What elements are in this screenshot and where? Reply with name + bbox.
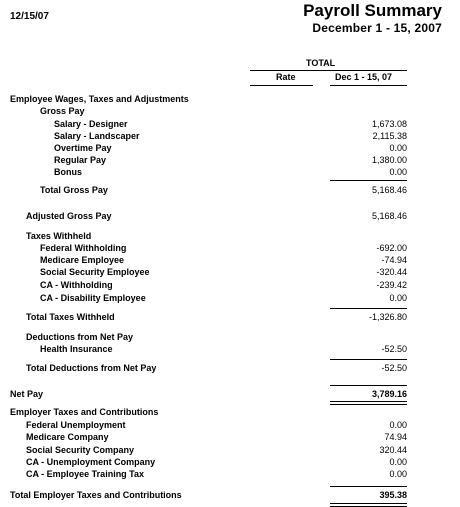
row-label: Medicare Company [26,432,109,442]
row-amount: 320.44 [379,445,407,455]
row-label: Deductions from Net Pay [26,332,134,342]
row-label: CA - Withholding [40,280,113,290]
total-rule [330,486,407,487]
row-label: Medicare Employee [40,255,125,265]
report-period: December 1 - 15, 2007 [312,21,442,35]
row-amount: -52.50 [381,344,407,354]
row-amount: -692.00 [376,243,407,253]
row-amount: 395.38 [379,490,407,500]
row-label: Bonus [54,167,82,177]
row-amount: -320.44 [376,267,407,277]
row-amount: -239.42 [376,280,407,290]
row-label: Total Taxes Withheld [26,312,115,322]
row-amount: 0.00 [389,457,407,467]
period-header-underline [330,85,407,86]
row-amount: -1,326.80 [368,312,407,322]
row-amount: 0.00 [389,167,407,177]
row-label: Social Security Company [26,445,135,455]
total-rule [330,308,407,309]
row-label: Regular Pay [54,155,107,165]
row-amount: 1,380.00 [371,155,407,165]
row-amount: 0.00 [389,143,407,153]
row-amount: -74.94 [381,255,407,265]
row-label: Social Security Employee [40,267,150,277]
period-column-header: Dec 1 - 15, 07 [335,72,393,82]
row-label: Salary - Designer [54,119,128,129]
row-label: Total Employer Taxes and Contributions [10,490,182,500]
total-double-rule [330,401,407,405]
row-amount: 0.00 [389,420,407,430]
total-rule [330,180,407,181]
row-label: Total Gross Pay [40,185,108,195]
total-group-header: TOTAL [306,58,336,68]
row-amount: 2,115.38 [372,131,407,141]
row-amount: 74.94 [384,432,407,442]
row-label: Adjusted Gross Pay [26,211,112,221]
row-label: Federal Withholding [40,243,127,253]
row-amount: 0.00 [389,293,407,303]
total-rule [330,385,407,386]
row-label: Health Insurance [40,344,113,354]
total-double-rule [330,503,407,507]
total-rule [330,359,407,360]
report-title: Payroll Summary [303,1,442,20]
rate-column-header: Rate [276,72,296,82]
row-label: CA - Employee Training Tax [26,469,145,479]
row-label: Gross Pay [40,106,85,116]
row-amount: 3,789.16 [371,389,407,399]
row-amount: -52.50 [381,363,407,373]
row-label: CA - Disability Employee [40,293,146,303]
row-label: CA - Unemployment Company [26,457,156,467]
row-label: Total Deductions from Net Pay [26,363,157,373]
report-date: 12/15/07 [10,11,49,22]
row-amount: 5,168.46 [371,211,407,221]
row-label: Federal Unemployment [26,420,126,430]
rate-header-underline [250,85,313,86]
row-label: Taxes Withheld [26,231,92,241]
row-label: Overtime Pay [54,143,112,153]
row-amount: 5,168.46 [371,185,407,195]
row-label: Net Pay [10,389,44,399]
row-label: Employee Wages, Taxes and Adjustments [10,94,189,104]
row-amount: 0.00 [389,469,407,479]
header-rule-top [250,70,407,71]
row-amount: 1,673.08 [371,119,407,129]
row-label: Employer Taxes and Contributions [10,407,159,417]
row-label: Salary - Landscaper [54,131,140,141]
